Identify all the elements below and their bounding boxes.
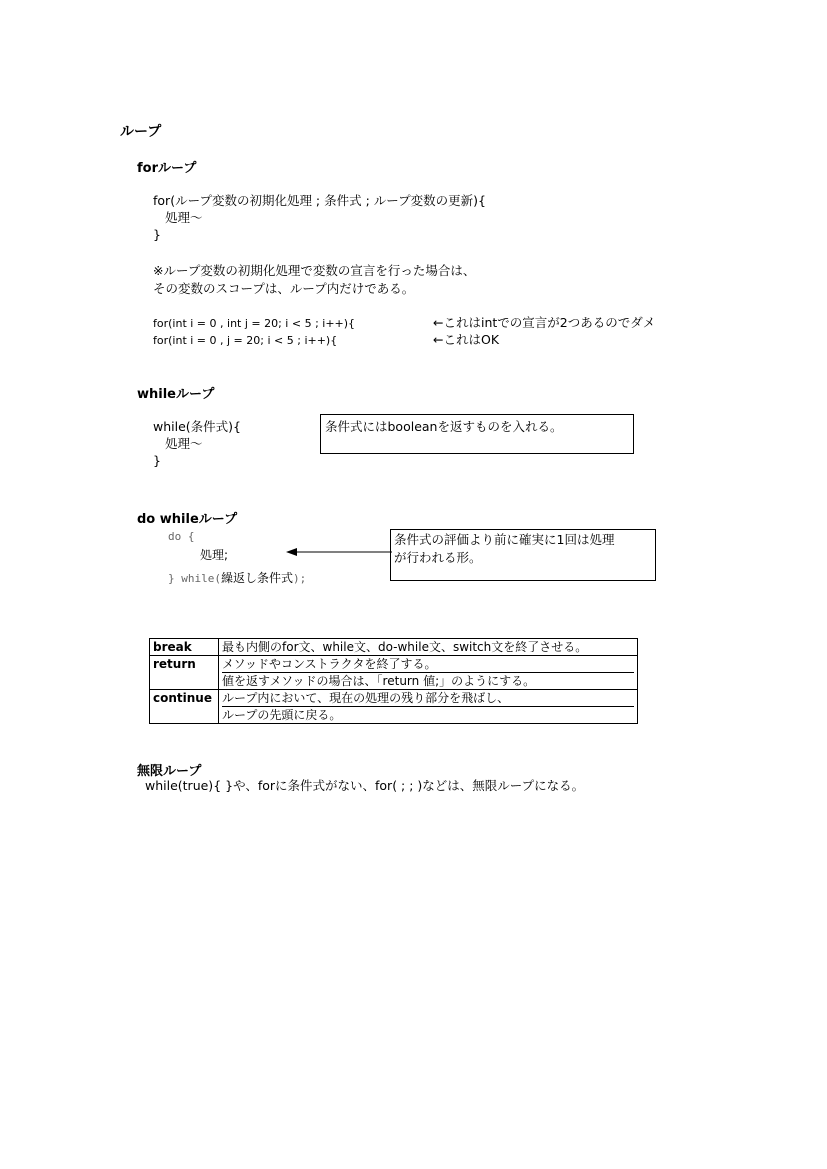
for-note-line-2: その変数のスコープは、ループ内だけである。 <box>153 281 415 296</box>
do-while-heading: do whileループ <box>137 512 238 527</box>
do-while-code-do: do { <box>168 530 195 543</box>
do-while-code-end <box>168 567 306 586</box>
do-while-code-body: 処理; <box>200 548 229 562</box>
while-code-line-2: 処理～ <box>165 436 203 451</box>
for-note-line-1: ※ループ変数の初期化処理で変数の宣言を行った場合は、 <box>153 263 476 278</box>
keyword-cell: break <box>150 639 219 656</box>
table-row <box>150 690 638 724</box>
arrow-left-icon <box>286 545 392 559</box>
for-example-2-comment: ←これはOK <box>433 332 500 347</box>
table-row <box>150 639 638 656</box>
while-code-line-3: } <box>153 453 161 468</box>
keyword-table <box>149 638 638 724</box>
for-code-line-3: } <box>153 227 161 242</box>
while-code-line-1: while(条件式){ <box>153 419 241 434</box>
description-line: 最も内側のfor文、while文、do-while文、switch文を終了させる。 <box>222 640 588 654</box>
description-cell <box>219 656 638 690</box>
description-line: メソッドやコンストラクタを終了する。 <box>222 656 634 673</box>
while-callout-box <box>320 414 634 454</box>
description-cell <box>219 690 638 724</box>
do-while-code-end-cond: 繰返し条件式 <box>220 571 293 585</box>
do-while-callout-line-1: 条件式の評価より前に確実に1回は処理 <box>394 532 615 547</box>
while-heading: whileループ <box>137 387 215 402</box>
do-while-callout-line-2: が行われる形。 <box>394 550 482 565</box>
description-line: ループ内において、現在の処理の残り部分を飛ばし、 <box>222 690 634 707</box>
for-example-2-code: for(int i = 0 , j = 20; i < 5 ; i++){ <box>153 334 338 347</box>
do-while-callout-box <box>390 529 656 581</box>
description-line: 値を返すメソッドの場合は、「return 値;」のようにする。 <box>222 674 536 688</box>
while-callout-text: 条件式にはbooleanを返すものを入れる。 <box>325 419 563 434</box>
description-cell <box>219 639 638 656</box>
keyword-cell: return <box>150 656 219 690</box>
description-line: ループの先頭に戻る。 <box>222 708 342 722</box>
for-example-1-comment: ←これはintでの宣言が2つあるのでダメ <box>433 315 656 330</box>
for-example-1-code: for(int i = 0 , int j = 20; i < 5 ; i++){ <box>153 317 356 330</box>
table-row <box>150 656 638 690</box>
for-code-line-1: for(ループ変数の初期化処理 ; 条件式 ; ループ変数の更新){ <box>153 193 486 208</box>
do-while-code-end-prefix: } while( <box>168 572 221 585</box>
infinite-text: while(true){ }や、forに条件式がない、for( ; ; )などは、無限ループになる。 <box>145 778 585 793</box>
infinite-heading: 無限ループ <box>137 764 202 779</box>
section-title: ループ <box>120 124 162 140</box>
keyword-cell: continue <box>150 690 219 724</box>
for-heading: forループ <box>137 161 197 176</box>
do-while-code-end-suffix: ); <box>293 572 307 585</box>
for-code-line-2: 処理～ <box>165 210 203 225</box>
